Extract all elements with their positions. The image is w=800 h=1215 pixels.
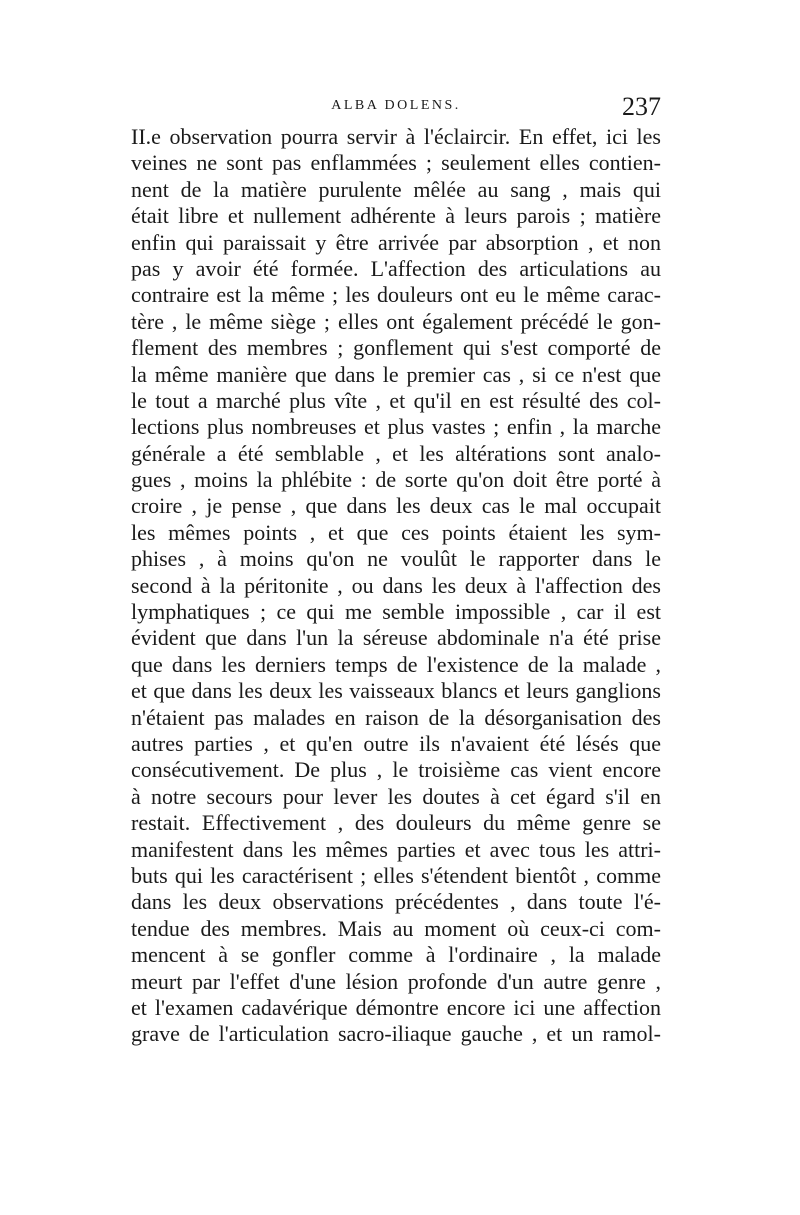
text-line: veines ne sont pas enflammées ; seulement elles contien- <box>131 150 661 176</box>
text-line: autres parties , et qu'en outre ils n'avaient été lésés que <box>131 730 661 756</box>
text-line: manifestent dans les mêmes parties et avec tous les attri- <box>131 836 661 862</box>
text-line: second à la péritonite , ou dans les deux à l'affection des <box>131 572 661 598</box>
text-line: enfin qui paraissait y être arrivée par absorption , et non <box>131 229 661 255</box>
text-line: meurt par l'effet d'une lésion profonde d'un autre genre , <box>131 968 661 994</box>
text-line: phises , à moins qu'on ne voulût le rapporter dans le <box>131 546 661 572</box>
body-text <box>131 124 661 1048</box>
text-line: et que dans les deux les vaisseaux blancs et leurs ganglions <box>131 678 661 704</box>
text-line: à notre secours pour lever les doutes à cet égard s'il en <box>131 783 661 809</box>
text-line: lymphatiques ; ce qui me semble impossible , car il est <box>131 599 661 625</box>
text-line: tère , le même siège ; elles ont également précédé le gon- <box>131 308 661 334</box>
text-line: que dans les derniers temps de l'existence de la malade , <box>131 651 661 677</box>
text-line: contraire est la même ; les douleurs ont eu le même carac- <box>131 282 661 308</box>
page-number: 237 <box>622 92 661 121</box>
text-line: évident que dans l'un la séreuse abdominale n'a été prise <box>131 625 661 651</box>
text-line: tendue des membres. Mais au moment où ceux-ci com- <box>131 915 661 941</box>
text-line: II.e observation pourra servir à l'éclaircir. En effet, ici les <box>131 124 661 149</box>
running-title: ALBA DOLENS. <box>331 98 461 113</box>
text-line: n'étaient pas malades en raison de la désorganisation des <box>131 704 661 730</box>
text-line: était libre et nullement adhérente à leurs parois ; matière <box>131 203 661 229</box>
text-line: et l'examen cadavérique démontre encore ici une affection <box>131 994 661 1020</box>
text-line: pas y avoir été formée. L'affection des articulations au <box>131 255 661 281</box>
text-line: gues , moins la phlébite : de sorte qu'on doit être porté à <box>131 467 661 493</box>
text-line: lections plus nombreuses et plus vastes ; enfin , la marche <box>131 414 661 440</box>
text-line: consécutivement. De plus , le troisième cas vient encore <box>131 757 661 783</box>
text-line: restait. Effectivement , des douleurs du même genre se <box>131 810 661 836</box>
text-line: générale a été semblable , et les altérations sont analo- <box>131 440 661 466</box>
text-line: le tout a marché plus vîte , et qu'il en est résulté des col- <box>131 387 661 413</box>
page-header <box>131 92 661 122</box>
text-line: grave de l'articulation sacro-iliaque gauche , et un ramol- <box>131 1021 661 1047</box>
text-line: croire , je pense , que dans les deux cas le mal occupait <box>131 493 661 519</box>
text-line: buts qui les caractérisent ; elles s'étendent bientôt , comme <box>131 862 661 888</box>
text-line: dans les deux observations précédentes , dans toute l'é- <box>131 889 661 915</box>
text-line: mencent à se gonfler comme à l'ordinaire , la malade <box>131 942 661 968</box>
text-line: la même manière que dans le premier cas , si ce n'est que <box>131 361 661 387</box>
text-line: les mêmes points , et que ces points étaient les sym- <box>131 519 661 545</box>
text-line: flement des membres ; gonflement qui s'est comporté de <box>131 335 661 361</box>
text-line: nent de la matière purulente mêlée au sang , mais qui <box>131 176 661 202</box>
